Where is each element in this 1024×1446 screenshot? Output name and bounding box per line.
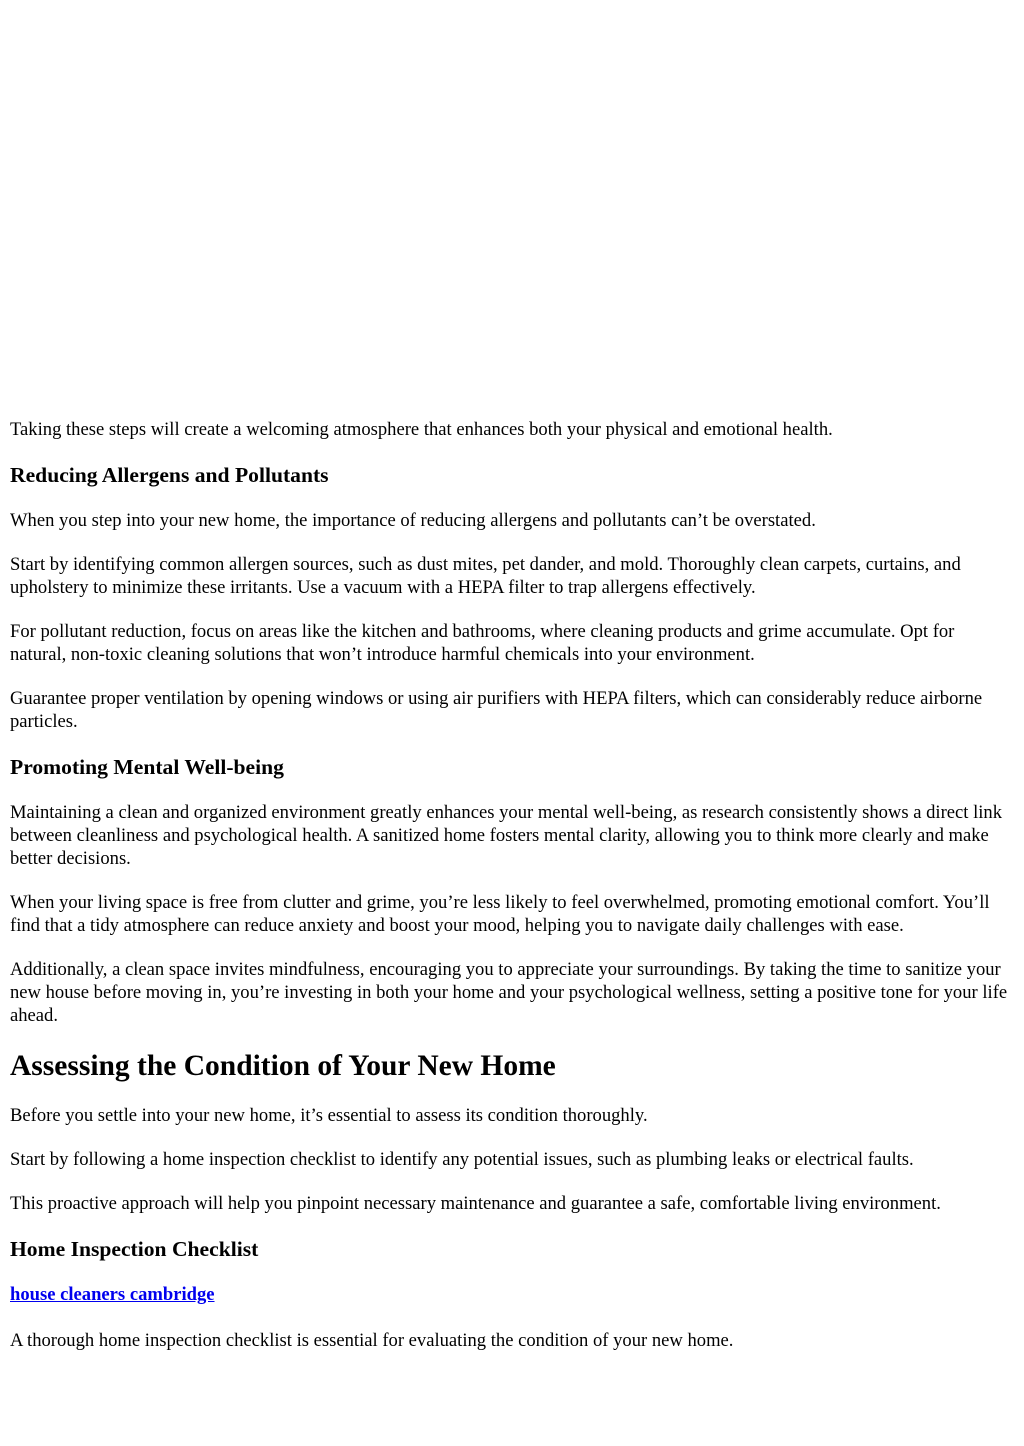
link-container — [10, 1283, 1014, 1306]
paragraph: Start by identifying common allergen sources, such as dust mites, pet dander, and mold. Thoroughly clean carpets, curtains, and upholstery to minimize these irritants. Use a vacuum with a HEPA filter to trap allergens effectively. — [10, 554, 961, 598]
intro-paragraph: Taking these steps will create a welcoming atmosphere that enhances both your physical and emotional health. — [10, 419, 833, 440]
paragraph: Additionally, a clean space invites mindfulness, encouraging you to appreciate your surroundings. By taking the time to sanitize your new house before moving in, you’re investing in both your home and your psychological wellness, setting a positive tone for your life ahead. — [10, 959, 1008, 1026]
paragraph: When your living space is free from clutter and grime, you’re less likely to feel overwhelmed, promoting emotional comfort. You’ll find that a tidy atmosphere can reduce anxiety and boost your mood, helping you to navigate daily challenges with ease. — [10, 892, 990, 936]
paragraph: Before you settle into your new home, it’s essential to assess its condition thoroughly. — [10, 1105, 648, 1126]
paragraph: Maintaining a clean and organized environment greatly enhances your mental well-being, as research consistently shows a direct link between cleanliness and psychological health. A sanitized home fosters mental clarity, allowing you to think more clearly and make better decisions. — [10, 802, 1003, 869]
blank-top-area — [0, 0, 1024, 418]
article-body — [0, 418, 1024, 1352]
paragraph: Guarantee proper ventilation by opening windows or using air purifiers with HEPA filters, which can considerably reduce airborne particles. — [10, 688, 983, 732]
section-heading-mental: Promoting Mental Well-being — [10, 755, 284, 779]
paragraph: This proactive approach will help you pinpoint necessary maintenance and guarantee a safe, comfortable living environment. — [10, 1193, 941, 1214]
paragraph: Start by following a home inspection checklist to identify any potential issues, such as plumbing leaks or electrical faults. — [10, 1149, 914, 1170]
section-heading-allergens: Reducing Allergens and Pollutants — [10, 463, 329, 487]
section-heading-checklist: Home Inspection Checklist — [10, 1237, 259, 1261]
paragraph: A thorough home inspection checklist is essential for evaluating the condition of your new home. — [10, 1330, 734, 1351]
paragraph: When you step into your new home, the importance of reducing allergens and pollutants can’t be overstated. — [10, 510, 816, 531]
paragraph: For pollutant reduction, focus on areas like the kitchen and bathrooms, where cleaning products and grime accumulate. Opt for natural, non-toxic cleaning solutions that won’t introduce harmful chemicals into your environment. — [10, 621, 955, 665]
house-cleaners-link[interactable]: house cleaners cambridge — [10, 1284, 215, 1305]
section-heading-assessing: Assessing the Condition of Your New Home — [10, 1050, 556, 1082]
